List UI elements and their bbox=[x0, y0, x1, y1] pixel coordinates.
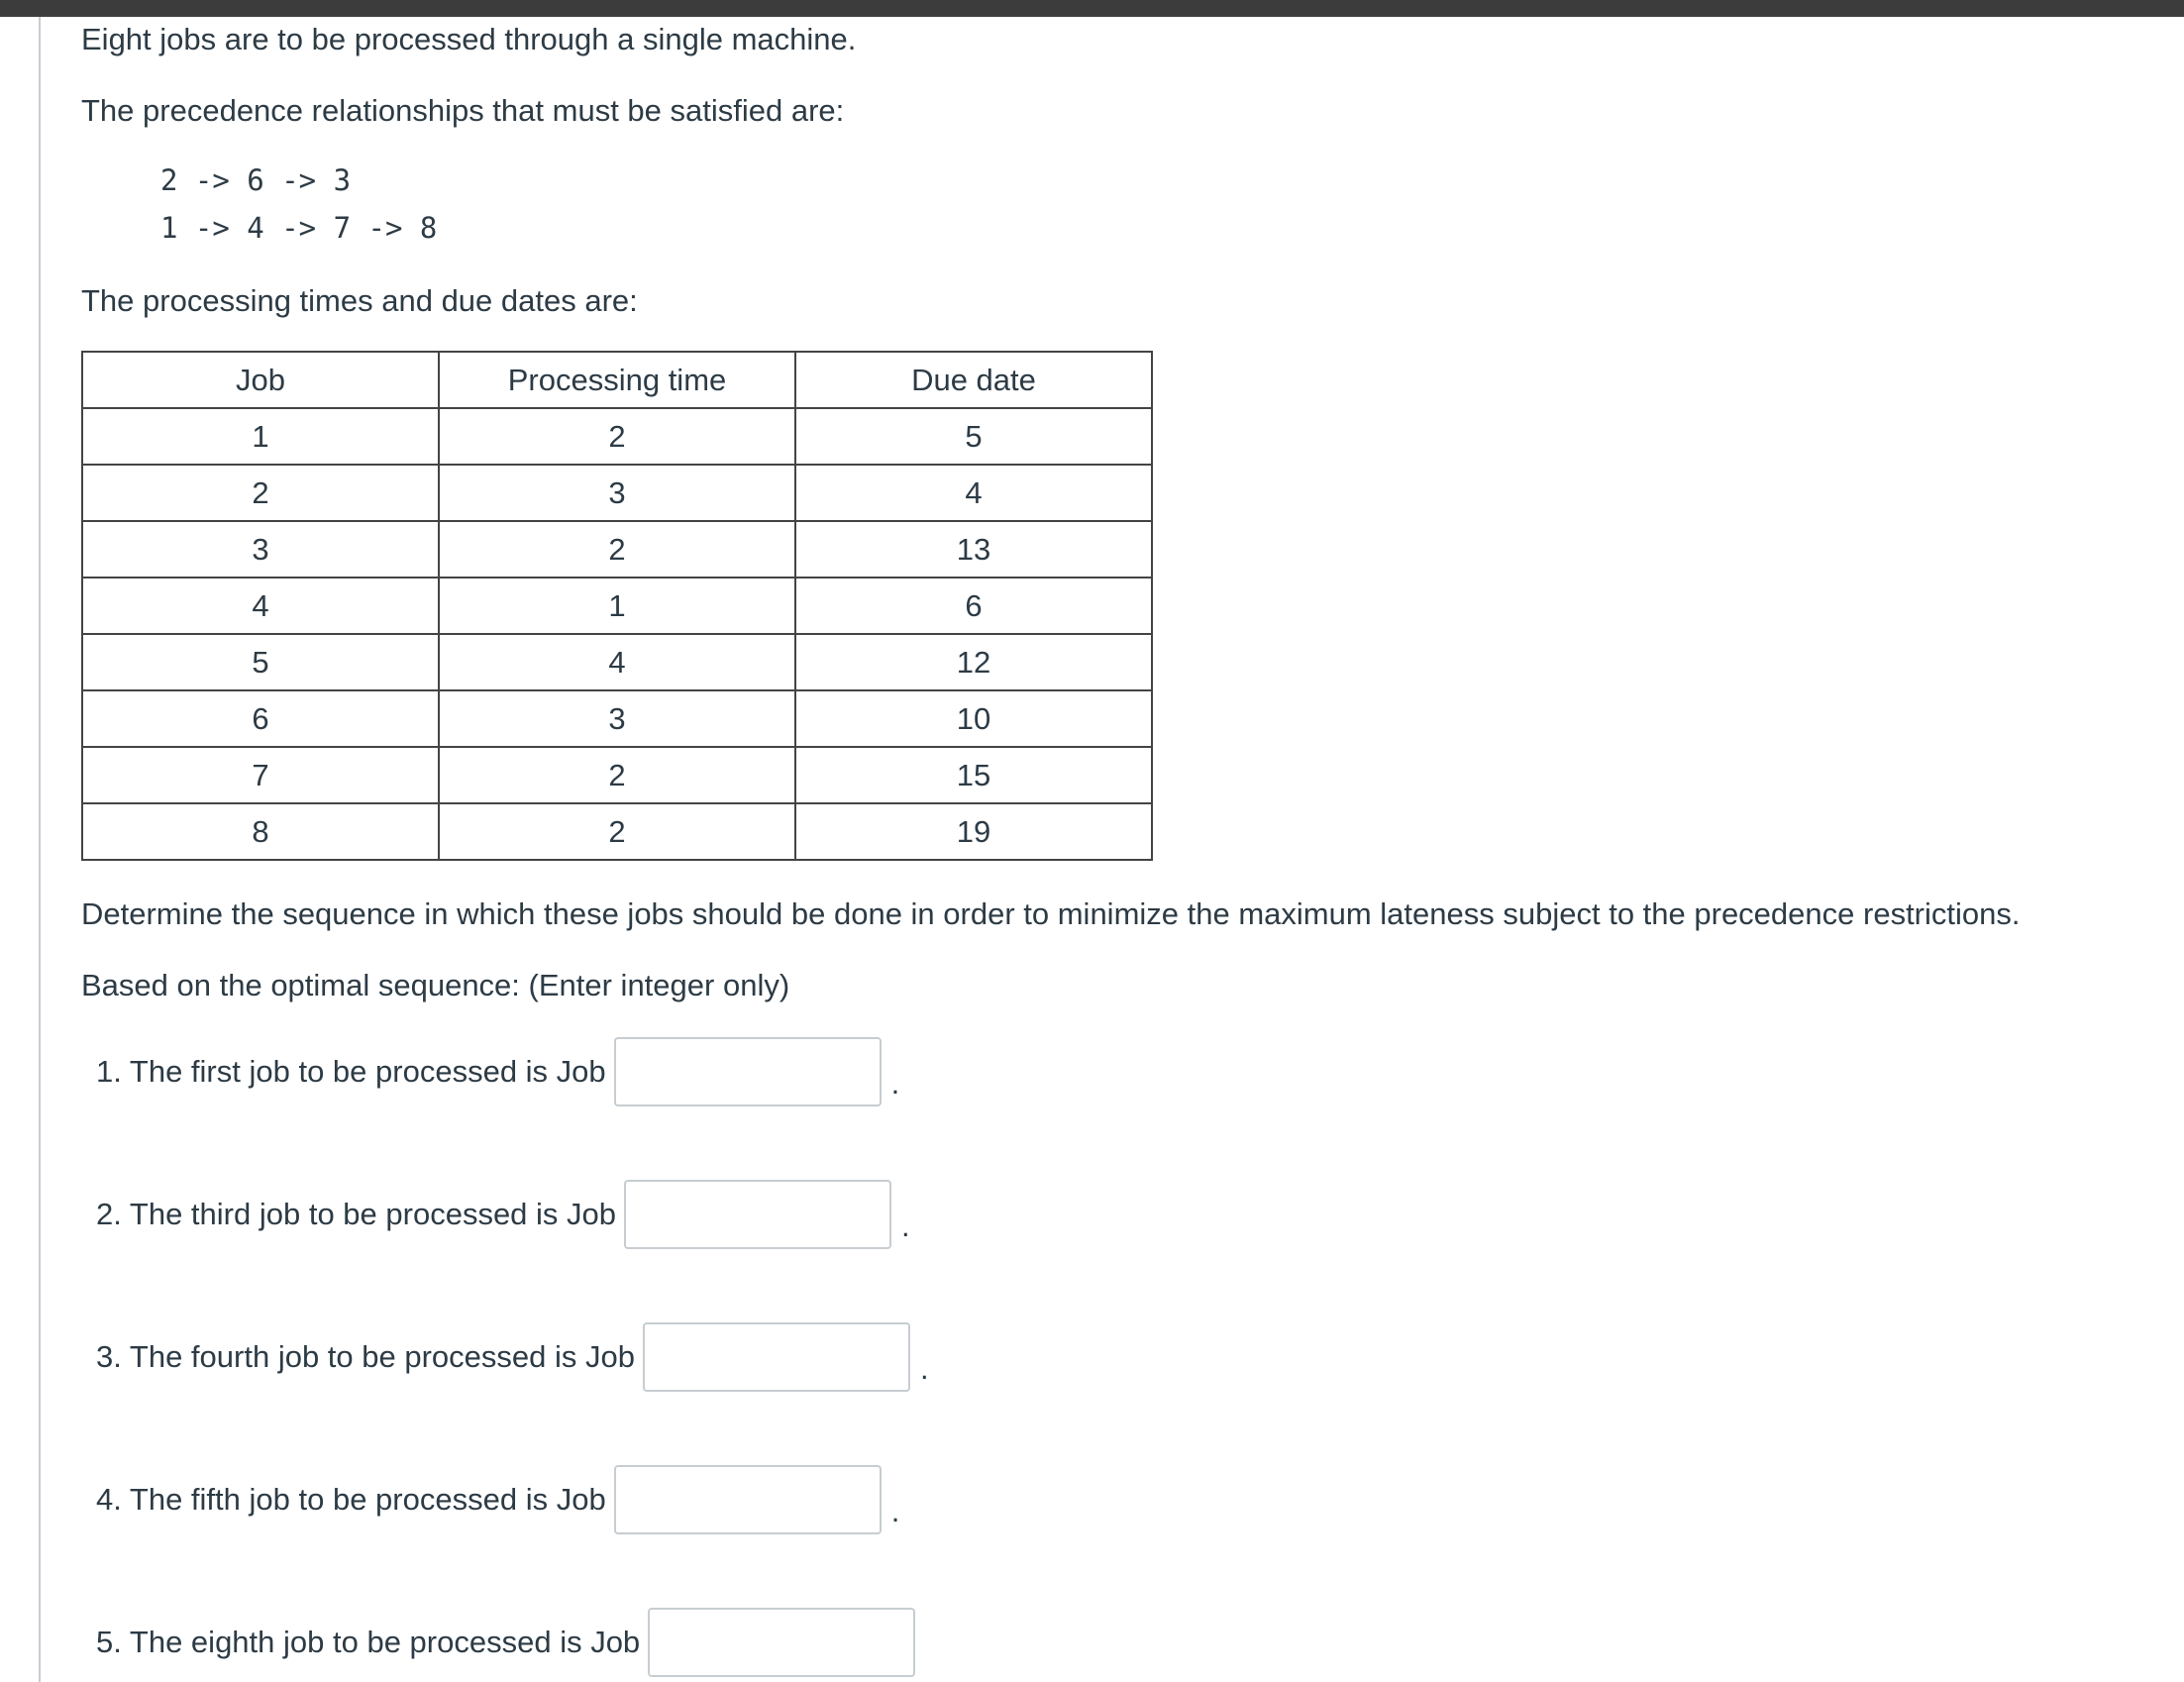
cell-processing-time: 2 bbox=[439, 747, 795, 803]
table-row bbox=[82, 803, 1152, 860]
left-border bbox=[39, 17, 41, 1682]
cell-due-date: 10 bbox=[795, 690, 1152, 747]
cell-due-date: 15 bbox=[795, 747, 1152, 803]
times-intro: The processing times and due dates are: bbox=[81, 283, 638, 318]
precedence-line: 2 -> 6 -> 3 bbox=[160, 163, 352, 197]
table-row bbox=[82, 408, 1152, 465]
cell-job: 1 bbox=[82, 408, 439, 465]
question-suffix: . bbox=[919, 1351, 929, 1386]
cell-processing-time: 1 bbox=[439, 578, 795, 634]
precedence-intro: The precedence relationships that must be satisfied are: bbox=[81, 93, 845, 128]
cell-processing-time: 2 bbox=[439, 521, 795, 578]
answer-input-5[interactable] bbox=[648, 1608, 915, 1677]
answer-input-3[interactable] bbox=[643, 1322, 910, 1392]
table-row bbox=[82, 634, 1152, 690]
cell-due-date: 12 bbox=[795, 634, 1152, 690]
question-2 bbox=[96, 1180, 910, 1249]
intro-text: Eight jobs are to be processed through a single machine. bbox=[81, 22, 857, 56]
task-text: Determine the sequence in which these jobs should be done in order to minimize the maximum lateness subject to the precedence restrictions. bbox=[81, 896, 2021, 931]
cell-due-date: 13 bbox=[795, 521, 1152, 578]
cell-job: 8 bbox=[82, 803, 439, 860]
cell-job: 7 bbox=[82, 747, 439, 803]
question-suffix: . bbox=[901, 1209, 910, 1243]
cell-due-date: 5 bbox=[795, 408, 1152, 465]
table-row bbox=[82, 521, 1152, 578]
cell-processing-time: 2 bbox=[439, 803, 795, 860]
question-label: 5. The eighth job to be processed is Job bbox=[96, 1625, 641, 1659]
jobs-table bbox=[81, 351, 1153, 861]
question-3 bbox=[96, 1322, 929, 1392]
question-5 bbox=[96, 1608, 925, 1677]
question-label: 3. The fourth job to be processed is Job bbox=[96, 1339, 635, 1374]
question-suffix: . bbox=[890, 1066, 900, 1101]
table-row bbox=[82, 747, 1152, 803]
question-suffix: . bbox=[890, 1494, 900, 1528]
table-row bbox=[82, 578, 1152, 634]
answer-input-4[interactable] bbox=[614, 1465, 882, 1534]
question-label: 4. The fifth job to be processed is Job bbox=[96, 1482, 606, 1517]
cell-job: 5 bbox=[82, 634, 439, 690]
cell-processing-time: 4 bbox=[439, 634, 795, 690]
cell-job: 6 bbox=[82, 690, 439, 747]
cell-job: 2 bbox=[82, 465, 439, 521]
header-due-date: Due date bbox=[795, 352, 1152, 408]
precedence-line: 1 -> 4 -> 7 -> 8 bbox=[160, 211, 438, 245]
cell-processing-time: 3 bbox=[439, 465, 795, 521]
answer-input-1[interactable] bbox=[614, 1037, 882, 1106]
cell-processing-time: 2 bbox=[439, 408, 795, 465]
answer-input-2[interactable] bbox=[624, 1180, 891, 1249]
header-job: Job bbox=[82, 352, 439, 408]
cell-due-date: 19 bbox=[795, 803, 1152, 860]
table-row bbox=[82, 690, 1152, 747]
header-processing-time: Processing time bbox=[439, 352, 795, 408]
cell-due-date: 6 bbox=[795, 578, 1152, 634]
cell-processing-time: 3 bbox=[439, 690, 795, 747]
question-label: 2. The third job to be processed is Job bbox=[96, 1197, 617, 1231]
table-header-row bbox=[82, 352, 1152, 408]
instruction-text: Based on the optimal sequence: (Enter integer only) bbox=[81, 968, 790, 1002]
top-bar bbox=[0, 0, 2184, 17]
question-1 bbox=[96, 1037, 899, 1106]
table-row bbox=[82, 465, 1152, 521]
cell-due-date: 4 bbox=[795, 465, 1152, 521]
question-4 bbox=[96, 1465, 899, 1534]
cell-job: 4 bbox=[82, 578, 439, 634]
question-label: 1. The first job to be processed is Job bbox=[96, 1054, 606, 1089]
cell-job: 3 bbox=[82, 521, 439, 578]
